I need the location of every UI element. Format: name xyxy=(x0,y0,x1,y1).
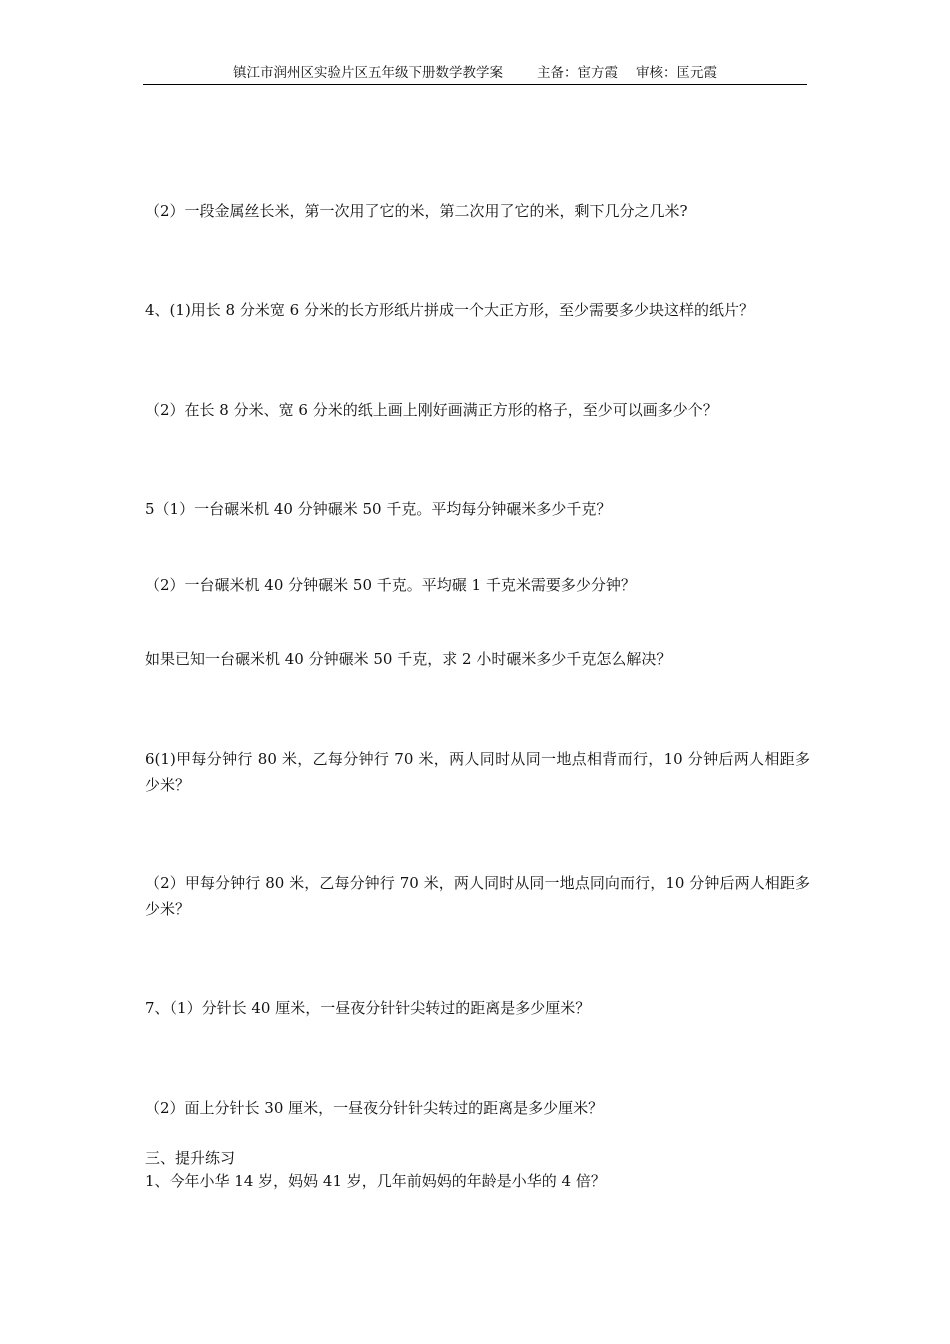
header-author: 主备：宦方霞 xyxy=(537,65,618,81)
page-header xyxy=(143,64,807,85)
question-3-2: （2）一段金属丝长米，第一次用了它的米，第二次用了它的米，剩下几分之几米? xyxy=(145,202,688,220)
question-7-1: 7、（1）分针长 40 厘米，一昼夜分针针尖转过的距离是多少厘米？ xyxy=(145,999,591,1017)
header-reviewer: 审核：匡元霞 xyxy=(636,65,717,81)
section-3-question-1: 1、今年小华 14 岁，妈妈 41 岁，几年前妈妈的年龄是小华的 4 倍？ xyxy=(145,1172,606,1190)
question-6-2: （2）甲每分钟行 80 米，乙每分钟行 70 米，两人同时从同一地点同向而行，10 分钟后两人相距多少米？ xyxy=(145,874,810,918)
question-5-1: 5（1）一台碾米机 40 分钟碾米 50 千克。平均每分钟碾米多少千克？ xyxy=(145,500,612,518)
question-6-1: 6(1)甲每分钟行 80 米，乙每分钟行 70 米，两人同时从同一地点相背而行，10 分钟后两人相距多少米？ xyxy=(145,750,810,794)
question-7-2: （2）面上分针长 30 厘米，一昼夜分针针尖转过的距离是多少厘米？ xyxy=(145,1099,604,1117)
section-3-heading: 三、提升练习 xyxy=(145,1149,236,1167)
question-5-2: （2）一台碾米机 40 分钟碾米 50 千克。平均碾 1 千克米需要多少分钟？ xyxy=(145,576,636,594)
header-title: 镇江市润州区实验片区五年级下册数学教学案 xyxy=(233,65,503,81)
question-4-1: 4、(1)用长 8 分米宽 6 分米的长方形纸片拼成一个大正方形，至少需要多少块这样的纸片？ xyxy=(145,301,754,319)
question-5-3: 如果已知一台碾米机 40 分钟碾米 50 千克，求 2 小时碾米多少千克怎么解决？ xyxy=(145,650,672,668)
question-4-2: （2）在长 8 分米、宽 6 分米的纸上画上刚好画满正方形的格子，至少可以画多少个？ xyxy=(145,401,718,419)
